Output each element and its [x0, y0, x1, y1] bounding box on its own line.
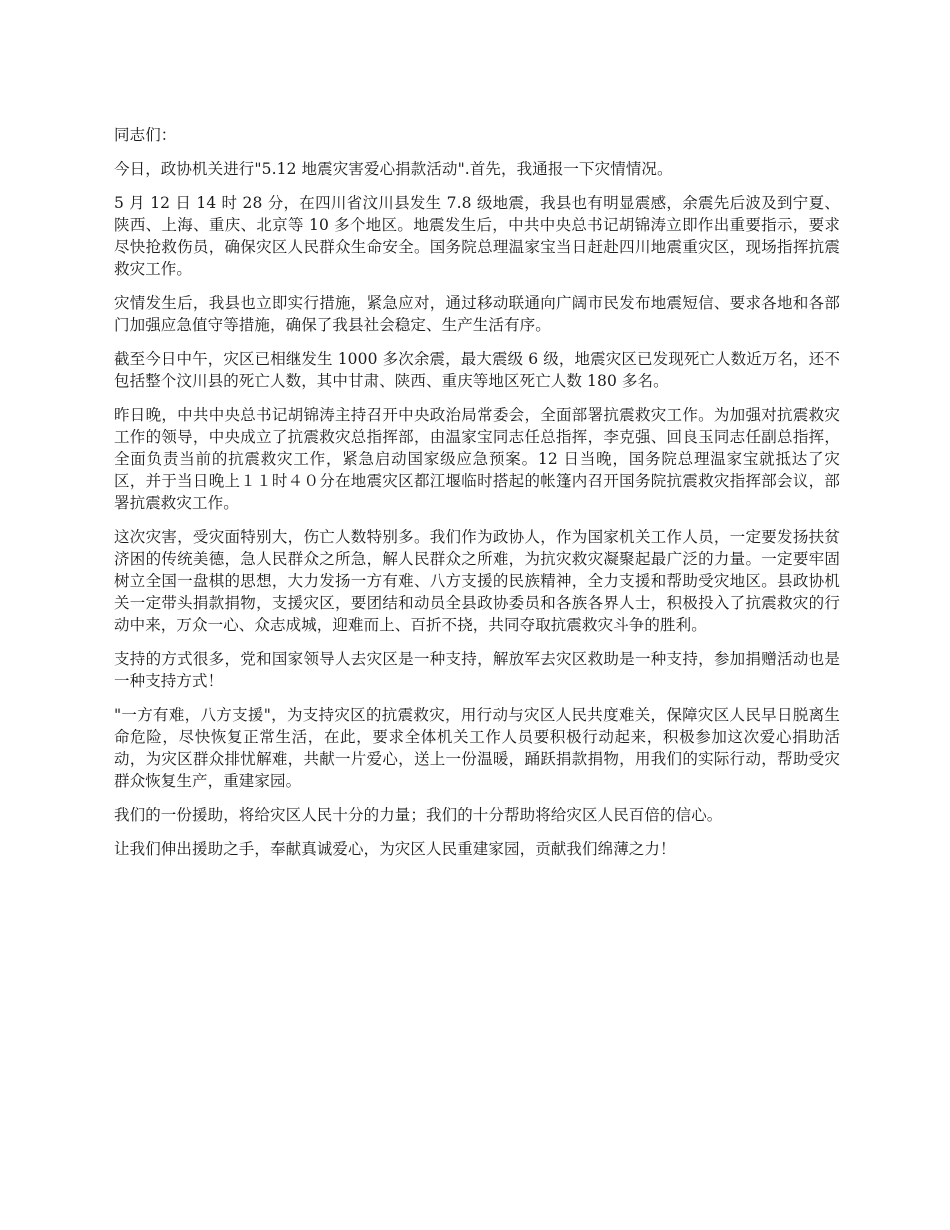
paragraph-forms-of-support: 支持的方式很多，党和国家领导人去灾区是一种支持，解放军去灾区救助是一种支持，参加捐赠活动也是一种支持方式！	[114, 650, 840, 690]
document-body	[114, 124, 840, 872]
paragraph-county-response: 灾情发生后，我县也立即实行措施，紧急应对，通过移动联通向广阔市民发布地震短信、要求各地和各部门加强应急值守等措施，确保了我县社会稳定、生产生活有序。	[114, 294, 840, 334]
salutation: 同志们：	[114, 126, 177, 144]
paragraph-donation-appeal: "一方有难，八方支援"，为支持灾区的抗震救灾，用行动与灾区人民共度难关，保障灾区人民早日脱离生命危险，尽快恢复正常生活，在此，要求全体机关工作人员要积极行动起来，积极参加这次爱心捐助活动，为灾区群众排忧解难，共献一片爱心，送上一份温暖，踊跃捐款捐物，用我们的实际行动，帮助受灾群众恢复生产，重建家园。	[114, 706, 840, 790]
paragraph-strength: 我们的一份援助，将给灾区人民十分的力量；我们的十分帮助将给灾区人民百倍的信心。	[114, 806, 723, 824]
paragraph-call-to-action: 这次灾害，受灾面特别大，伤亡人数特别多。我们作为政协人，作为国家机关工作人员，一定要发扬扶贫济困的传统美德，急人民群众之所急，解人民群众之所难，为抗灾救灾凝聚起最广泛的力量。一定要牢固树立全国一盘棋的思想，大力发扬一方有难、八方支援的民族精神，全力支援和帮助受灾地区。县政协机关一定带头捐款捐物，支援灾区，要团结和动员全县政协委员和各族各界人士，积极投入了抗震救灾的行动中来，万众一心、众志成城，迎难而上、百折不挠，共同夺取抗震救灾斗争的胜利。	[114, 528, 840, 634]
paragraph-closing: 让我们伸出援助之手，奉献真诚爱心，为灾区人民重建家园，贡献我们绵薄之力！	[114, 840, 676, 858]
paragraph-central-committee: 昨日晚，中共中央总书记胡锦涛主持召开中央政治局常委会，全面部署抗震救灾工作。为加强对抗震救灾工作的领导，中央成立了抗震救灾总指挥部，由温家宝同志任总指挥，李克强、回良玉同志任副总指挥，全面负责当前的抗震救灾工作，紧急启动国家级应急预案。12 日当晚，国务院总理温家宝就抵达了灾区，并于当日晚上１１时４０分在地震灾区都江堰临时搭起的帐篷内召开国务院抗震救灾指挥部会议，部署抗震救灾工作。	[114, 406, 840, 512]
paragraph-earthquake-report: 5 月 12 日 14 时 28 分，在四川省汶川县发生 7.8 级地震，我县也有明显震感，余震先后波及到宁夏、陕西、上海、重庆、北京等 10 多个地区。地震发生后，中共中央总书记胡锦涛立即作出重要指示，要求尽快抢救伤员，确保灾区人民群众生命安全。国务院总理温家宝当日赶赴四川地震重灾区，现场指挥抗震救灾工作。	[114, 194, 840, 278]
paragraph-casualties: 截至今日中午，灾区已相继发生 1000 多次余震，最大震级 6 级，地震灾区已发现死亡人数近万名，还不包括整个汶川县的死亡人数，其中甘肃、陕西、重庆等地区死亡人数 180 多名。	[114, 350, 840, 390]
paragraph-intro: 今日，政协机关进行"5.12 地震灾害爱心捐款活动".首先，我通报一下灾情情况。	[114, 160, 673, 178]
